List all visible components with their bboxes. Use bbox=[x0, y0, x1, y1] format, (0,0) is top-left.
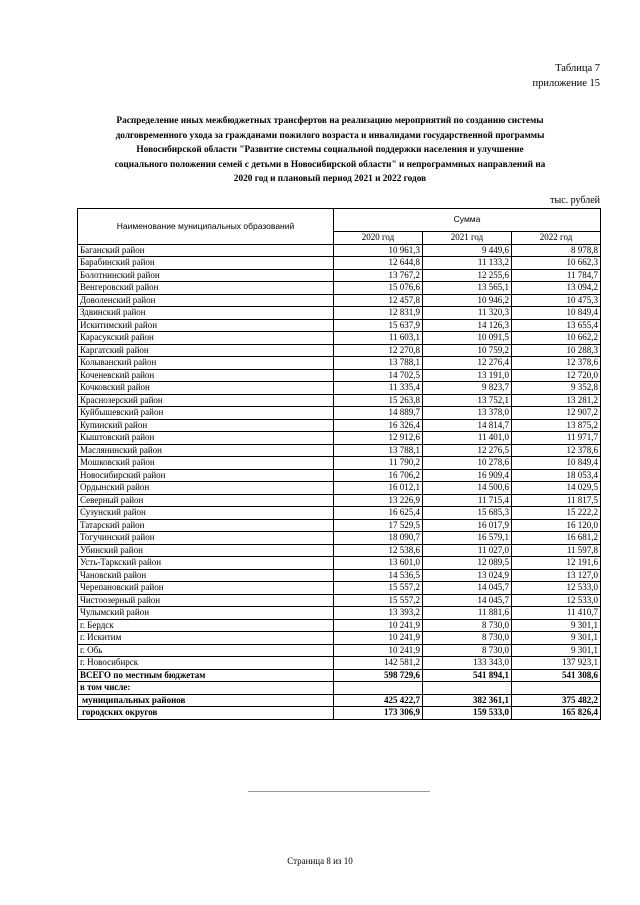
cell-amount: 14 889,7 bbox=[334, 407, 423, 420]
cell-amount: 14 500,6 bbox=[423, 482, 512, 495]
cell-amount: 9 301,1 bbox=[512, 632, 601, 645]
subtotal-row bbox=[78, 694, 601, 707]
cell-name: Новосибирский район bbox=[78, 469, 334, 482]
cell-amount: 10 849,4 bbox=[512, 457, 601, 470]
cell-name: Убинский район bbox=[78, 544, 334, 557]
cell-amount: 12 089,5 bbox=[423, 557, 512, 570]
cell-amount: 10 091,5 bbox=[423, 332, 512, 345]
cell-amount: 11 790,2 bbox=[334, 457, 423, 470]
cell-amount: 13 788,1 bbox=[334, 357, 423, 370]
separator-line bbox=[248, 791, 430, 792]
table-row bbox=[78, 582, 601, 595]
table-row bbox=[78, 607, 601, 620]
cell-name: муниципальных районов bbox=[78, 694, 334, 707]
cell-amount: 12 538,6 bbox=[334, 544, 423, 557]
cell-name: г. Новосибирск bbox=[78, 657, 334, 670]
total-row bbox=[78, 669, 601, 682]
cell-amount: 12 457,8 bbox=[334, 294, 423, 307]
cell-amount: 13 601,0 bbox=[334, 557, 423, 570]
cell-amount: 9 449,6 bbox=[423, 244, 512, 257]
cell-amount: 13 788,1 bbox=[334, 444, 423, 457]
table-row bbox=[78, 344, 601, 357]
cell-name: Кыштовский район bbox=[78, 432, 334, 445]
table-number: Таблица 7 bbox=[555, 63, 600, 74]
cell-amount: 13 226,9 bbox=[334, 494, 423, 507]
cell-amount: 11 784,7 bbox=[512, 269, 601, 282]
cell-amount: 9 301,1 bbox=[512, 644, 601, 657]
cell-name: в том числе: bbox=[78, 682, 334, 695]
cell-amount: 13 127,0 bbox=[512, 569, 601, 582]
cell-amount: 12 907,2 bbox=[512, 407, 601, 420]
cell-amount: 16 681,2 bbox=[512, 532, 601, 545]
cell-amount: 11 335,4 bbox=[334, 382, 423, 395]
cell-amount: 8 730,0 bbox=[423, 632, 512, 645]
cell-amount: 16 909,4 bbox=[423, 469, 512, 482]
appendix-number: приложение 15 bbox=[532, 78, 600, 89]
cell-amount: 12 378,6 bbox=[512, 444, 601, 457]
cell-name: Барабинский район bbox=[78, 257, 334, 270]
cell-empty bbox=[423, 682, 512, 695]
table-row bbox=[78, 432, 601, 445]
cell-amount: 13 094,2 bbox=[512, 282, 601, 295]
cell-amount: 15 557,2 bbox=[334, 582, 423, 595]
title-line: социального положения семей с детьми в Новосибирской области" и непрограммных направлений на bbox=[114, 159, 546, 170]
table-row bbox=[78, 369, 601, 382]
cell-amount: 11 597,8 bbox=[512, 544, 601, 557]
cell-name: городских округов bbox=[78, 707, 334, 720]
cell-amount: 15 076,6 bbox=[334, 282, 423, 295]
cell-amount: 11 320,3 bbox=[423, 307, 512, 320]
cell-amount: 13 655,4 bbox=[512, 319, 601, 332]
table-row bbox=[78, 632, 601, 645]
cell-amount: 10 662,2 bbox=[512, 332, 601, 345]
cell-amount: 14 029,5 bbox=[512, 482, 601, 495]
cell-amount: 382 361,1 bbox=[423, 694, 512, 707]
table-row bbox=[78, 457, 601, 470]
cell-name: Кочковский район bbox=[78, 382, 334, 395]
cell-amount: 11 401,0 bbox=[423, 432, 512, 445]
cell-amount: 16 326,4 bbox=[334, 419, 423, 432]
column-header-sum: Сумма bbox=[334, 209, 601, 232]
document-title bbox=[70, 114, 590, 187]
subtotal-row bbox=[78, 707, 601, 720]
cell-amount: 12 831,9 bbox=[334, 307, 423, 320]
cell-name: Сузунский район bbox=[78, 507, 334, 520]
table-row bbox=[78, 307, 601, 320]
cell-amount: 375 482,2 bbox=[512, 694, 601, 707]
cell-amount: 13 191,0 bbox=[423, 369, 512, 382]
cell-name: Карасукский район bbox=[78, 332, 334, 345]
cell-name: Каргатский район bbox=[78, 344, 334, 357]
cell-name: г. Обь bbox=[78, 644, 334, 657]
cell-amount: 12 255,6 bbox=[423, 269, 512, 282]
cell-name: Краснозерский район bbox=[78, 394, 334, 407]
table-row bbox=[78, 469, 601, 482]
cell-amount: 11 603,1 bbox=[334, 332, 423, 345]
cell-amount: 14 045,7 bbox=[423, 582, 512, 595]
cell-name: Чулымский район bbox=[78, 607, 334, 620]
cell-amount: 10 288,3 bbox=[512, 344, 601, 357]
cell-name: г. Искитим bbox=[78, 632, 334, 645]
cell-name: Здвинский район bbox=[78, 307, 334, 320]
table-row bbox=[78, 619, 601, 632]
table-row bbox=[78, 507, 601, 520]
table-row bbox=[78, 407, 601, 420]
cell-name: Купинский район bbox=[78, 419, 334, 432]
cell-amount: 10 278,6 bbox=[423, 457, 512, 470]
cell-name: Татарский район bbox=[78, 519, 334, 532]
cell-amount: 12 270,8 bbox=[334, 344, 423, 357]
cell-amount: 142 581,2 bbox=[334, 657, 423, 670]
table-row bbox=[78, 557, 601, 570]
cell-amount: 137 923,1 bbox=[512, 657, 601, 670]
table-row bbox=[78, 244, 601, 257]
cell-amount: 10 241,9 bbox=[334, 619, 423, 632]
cell-empty bbox=[512, 682, 601, 695]
cell-name: Чановский район bbox=[78, 569, 334, 582]
cell-amount: 8 730,0 bbox=[423, 619, 512, 632]
transfers-table bbox=[77, 208, 601, 720]
table-row bbox=[78, 394, 601, 407]
cell-amount: 12 276,5 bbox=[423, 444, 512, 457]
cell-amount: 11 410,7 bbox=[512, 607, 601, 620]
cell-name: Баганский район bbox=[78, 244, 334, 257]
cell-amount: 13 875,2 bbox=[512, 419, 601, 432]
cell-amount: 18 090,7 bbox=[334, 532, 423, 545]
table-row bbox=[78, 569, 601, 582]
cell-name: Ордынский район bbox=[78, 482, 334, 495]
table-row bbox=[78, 657, 601, 670]
cell-amount: 14 126,3 bbox=[423, 319, 512, 332]
table-row bbox=[78, 519, 601, 532]
cell-amount: 11 881,6 bbox=[423, 607, 512, 620]
cell-amount: 10 241,9 bbox=[334, 644, 423, 657]
cell-amount: 12 191,6 bbox=[512, 557, 601, 570]
cell-amount: 12 378,6 bbox=[512, 357, 601, 370]
cell-amount: 173 306,9 bbox=[334, 707, 423, 720]
table-row bbox=[78, 294, 601, 307]
cell-amount: 12 533,0 bbox=[512, 582, 601, 595]
cell-amount: 12 912,6 bbox=[334, 432, 423, 445]
cell-amount: 17 529,5 bbox=[334, 519, 423, 532]
cell-amount: 15 685,3 bbox=[423, 507, 512, 520]
cell-amount: 8 730,0 bbox=[423, 644, 512, 657]
cell-amount: 15 557,2 bbox=[334, 594, 423, 607]
cell-name: Чистоозерный район bbox=[78, 594, 334, 607]
table-row bbox=[78, 594, 601, 607]
cell-name: Усть-Таркский район bbox=[78, 557, 334, 570]
page-footer: Страница 8 из 10 bbox=[287, 856, 353, 866]
cell-amount: 16 017,9 bbox=[423, 519, 512, 532]
table-row bbox=[78, 494, 601, 507]
title-line: 2020 год и плановый период 2021 и 2022 годов bbox=[233, 174, 427, 185]
cell-amount: 16 625,4 bbox=[334, 507, 423, 520]
including-row bbox=[78, 682, 601, 695]
table-row bbox=[78, 257, 601, 270]
cell-amount: 10 475,3 bbox=[512, 294, 601, 307]
cell-amount: 11 027,0 bbox=[423, 544, 512, 557]
cell-name: Болотнинский район bbox=[78, 269, 334, 282]
cell-amount: 10 759,2 bbox=[423, 344, 512, 357]
cell-amount: 598 729,6 bbox=[334, 669, 423, 682]
cell-amount: 15 222,2 bbox=[512, 507, 601, 520]
cell-amount: 10 849,4 bbox=[512, 307, 601, 320]
table-row bbox=[78, 644, 601, 657]
units-label: тыс. рублей bbox=[550, 195, 600, 206]
cell-amount: 15 263,8 bbox=[334, 394, 423, 407]
cell-amount: 11 971,7 bbox=[512, 432, 601, 445]
table-row bbox=[78, 444, 601, 457]
cell-name: ВСЕГО по местным бюджетам bbox=[78, 669, 334, 682]
cell-name: Доволенский район bbox=[78, 294, 334, 307]
cell-amount: 12 720,0 bbox=[512, 369, 601, 382]
column-header-year: 2022 год bbox=[512, 232, 601, 245]
cell-amount: 14 702,5 bbox=[334, 369, 423, 382]
cell-name: Коченевский район bbox=[78, 369, 334, 382]
cell-amount: 16 706,2 bbox=[334, 469, 423, 482]
cell-name: Искитимский район bbox=[78, 319, 334, 332]
table-row bbox=[78, 319, 601, 332]
table-row bbox=[78, 357, 601, 370]
cell-empty bbox=[334, 682, 423, 695]
cell-amount: 13 565,1 bbox=[423, 282, 512, 295]
cell-amount: 13 378,0 bbox=[423, 407, 512, 420]
cell-amount: 13 752,1 bbox=[423, 394, 512, 407]
cell-amount: 425 422,7 bbox=[334, 694, 423, 707]
cell-name: Мошковский район bbox=[78, 457, 334, 470]
cell-amount: 541 308,6 bbox=[512, 669, 601, 682]
cell-amount: 18 053,4 bbox=[512, 469, 601, 482]
table-row bbox=[78, 544, 601, 557]
column-header-name: Наименование муниципальных образований bbox=[78, 209, 334, 245]
cell-amount: 10 662,3 bbox=[512, 257, 601, 270]
cell-amount: 13 024,9 bbox=[423, 569, 512, 582]
cell-amount: 13 393,2 bbox=[334, 607, 423, 620]
cell-name: Куйбышевский район bbox=[78, 407, 334, 420]
table-row bbox=[78, 482, 601, 495]
cell-name: Маслянинский район bbox=[78, 444, 334, 457]
cell-amount: 11 817,5 bbox=[512, 494, 601, 507]
cell-amount: 11 133,2 bbox=[423, 257, 512, 270]
cell-amount: 14 045,7 bbox=[423, 594, 512, 607]
cell-amount: 16 120,0 bbox=[512, 519, 601, 532]
cell-amount: 10 961,3 bbox=[334, 244, 423, 257]
cell-amount: 8 978,8 bbox=[512, 244, 601, 257]
cell-amount: 541 894,1 bbox=[423, 669, 512, 682]
cell-amount: 9 301,1 bbox=[512, 619, 601, 632]
table-row bbox=[78, 382, 601, 395]
cell-name: Черепановский район bbox=[78, 582, 334, 595]
table-row bbox=[78, 532, 601, 545]
cell-amount: 133 343,0 bbox=[423, 657, 512, 670]
cell-amount: 16 579,1 bbox=[423, 532, 512, 545]
cell-amount: 12 533,0 bbox=[512, 594, 601, 607]
cell-name: Венгеровский район bbox=[78, 282, 334, 295]
cell-name: Северный район bbox=[78, 494, 334, 507]
table-row bbox=[78, 332, 601, 345]
cell-amount: 9 823,7 bbox=[423, 382, 512, 395]
column-header-year: 2021 год bbox=[423, 232, 512, 245]
cell-amount: 10 946,2 bbox=[423, 294, 512, 307]
cell-amount: 11 715,4 bbox=[423, 494, 512, 507]
cell-amount: 13 767,2 bbox=[334, 269, 423, 282]
cell-amount: 165 826,4 bbox=[512, 707, 601, 720]
table-row bbox=[78, 282, 601, 295]
table-row bbox=[78, 419, 601, 432]
cell-name: Тогучинский район bbox=[78, 532, 334, 545]
title-line: Новосибирской области "Развитие системы социальной поддержки населения и улучшение bbox=[136, 145, 524, 156]
cell-amount: 12 644,8 bbox=[334, 257, 423, 270]
cell-amount: 9 352,8 bbox=[512, 382, 601, 395]
cell-amount: 14 814,7 bbox=[423, 419, 512, 432]
cell-amount: 13 281,2 bbox=[512, 394, 601, 407]
table-row bbox=[78, 269, 601, 282]
cell-amount: 15 637,9 bbox=[334, 319, 423, 332]
cell-amount: 159 533,0 bbox=[423, 707, 512, 720]
cell-amount: 14 536,5 bbox=[334, 569, 423, 582]
column-header-year: 2020 год bbox=[334, 232, 423, 245]
title-line: долговременного ухода за гражданами пожилого возраста и инвалидами государственной программы bbox=[115, 130, 545, 141]
title-line: Распределение иных межбюджетных трансфертов на реализацию мероприятий по созданию системы bbox=[116, 116, 544, 126]
cell-amount: 10 241,9 bbox=[334, 632, 423, 645]
cell-amount: 12 276,4 bbox=[423, 357, 512, 370]
cell-amount: 16 012,1 bbox=[334, 482, 423, 495]
cell-name: Колыванский район bbox=[78, 357, 334, 370]
cell-name: г. Бердск bbox=[78, 619, 334, 632]
